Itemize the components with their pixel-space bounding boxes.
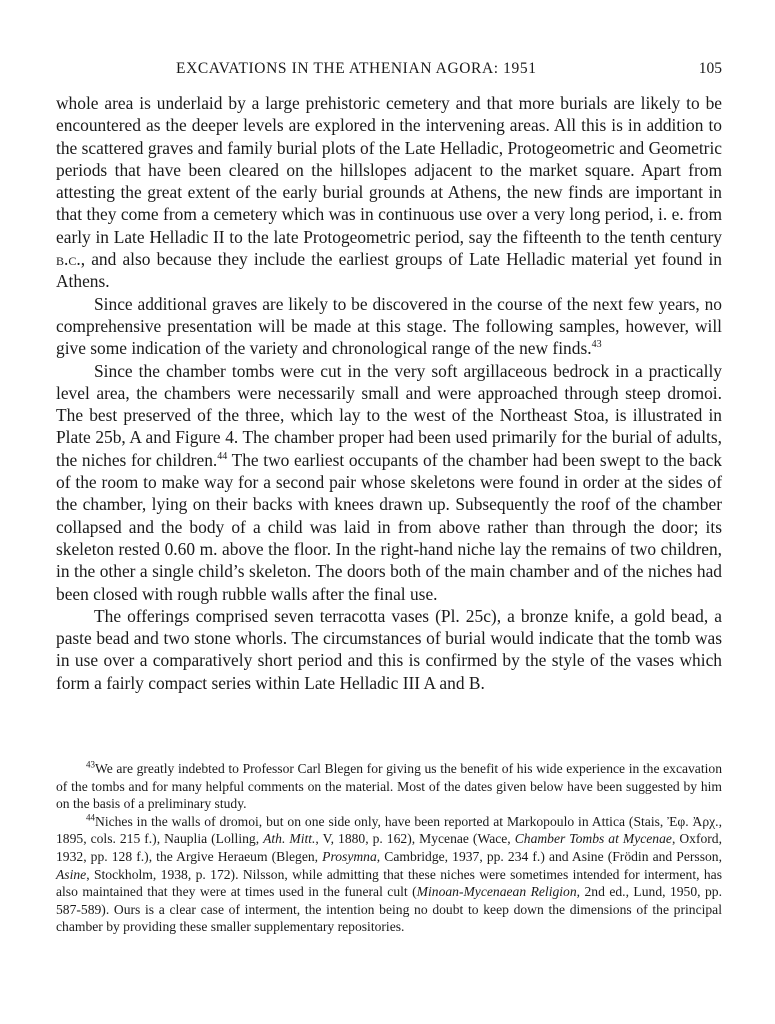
footnote-44-text-5: , V, 1880, p. 162), Mycenae (Wace, [315, 831, 515, 847]
bc-abbreviation: b.c. [56, 249, 81, 270]
paragraph-3-text-a: Since the chamber tombs were cut in the very soft argillaceous bedrock in a practically level area, the chambers were necessarily small and were approached through steep dromoi. The best preserved of the three, which lay to the west of the Northeast Stoa, is illustrated in Plate 25b, A and Figure 4. The chamber proper had been used primarily for the burial of adults, the niches for children. [56, 360, 722, 470]
footnote-44-journal-title: Ath. Mitt. [263, 831, 316, 847]
page-number: 105 [698, 60, 722, 77]
paragraph-1-text-b: , and also because they include the earliest groups of Late Helladic material yet found in Athens. [56, 249, 722, 292]
paragraph-1 [56, 92, 722, 293]
paragraph-4 [56, 605, 722, 694]
paragraph-3 [56, 360, 722, 605]
footnote-44-text-7: , Oxford, 1932, pp. 128 f.), the Argive Heraeum (Blegen, [56, 831, 722, 864]
footnote-44-text-9: , Cambridge, 1937, pp. 234 f.) and Asine (Frödin and Persson, [376, 848, 722, 864]
footnote-ref-44: 44 [217, 450, 228, 462]
footnote-43 [56, 760, 722, 813]
footnote-43-text: We are greatly indebted to Professor Carl Blegen for giving us the benefit of his wide experience in the excavation of the tombs and for many helpful comments on the material. Most of the dates given below have been suggested by him on the basis of a preliminary study. [56, 761, 722, 812]
paragraph-2 [56, 293, 722, 360]
footnote-ref-43: 43 [591, 339, 602, 351]
footnote-44-text-11: , Stockholm, 1938, p. 172). Nilsson, while admitting that these niches were sometimes intended for interment, has also maintained that they were at times used in the funeral cult ( [56, 866, 722, 900]
footnote-44-book-title-2: Prosymna [322, 848, 377, 864]
body-text [56, 92, 722, 694]
footnote-44-text-3: , 1895, cols. 215 f.), Nauplia (Lolling, [56, 813, 722, 847]
paragraph-1-text-a: whole area is underlaid by a large prehistoric cemetery and that more burials are likely to be encountered as the deeper levels are explored in the intervening areas. All this is in addition to the scattered graves and family burial plots of the Late Helladic, Protogeometric and Geometric periods that have been cleared on the hillslopes adjacent to the market square. Apart from attesting the great extent of the early burial grounds at Athens, the new finds are important in that they come from a cemetery which was in continuous use over a very long period, i. e. from early in Late Helladic II to the late Protogeometric period, say the fifteenth to the tenth century [56, 93, 722, 247]
footnote-44-text-1: Niches in the walls of dromoi, but on one side only, have been reported at Markopoulo in Attica (Stais, [95, 813, 668, 829]
footnote-44-text-2: Ἐφ. Ἀρχ. [667, 813, 719, 829]
footnote-44-text-13: , 2nd ed., Lund, 1950, pp. 587-589). Ours is a clear case of interment, the intention being no doubt to keep down the dimensions of the principal chamber by providing these smaller supplementary repositories. [56, 884, 722, 935]
running-head [56, 60, 722, 82]
footnote-44-marker: 44 [86, 812, 95, 823]
footnote-44-book-title-4: Minoan-Mycenaean Religion [416, 884, 577, 900]
footnote-44-book-title-3: Asine [56, 866, 87, 882]
footnote-43-marker: 43 [86, 759, 95, 770]
running-title: EXCAVATIONS IN THE ATHENIAN AGORA: 1951 [176, 60, 537, 77]
paragraph-4-text: The offerings comprised seven terracotta vases (Pl. 25c), a bronze knife, a gold bead, a paste bead and two stone whorls. The circumstances of burial would indicate that the tomb was in use over a comparatively short period and this is confirmed by the style of the vases which form a fairly compact series within Late Helladic III A and B. [56, 605, 722, 693]
paragraph-3-text-b: The two earliest occupants of the chamber had been swept to the back of the room to make way for a second pair whose skeletons were found in order at the sides of the chamber, lying on their backs with knees drawn up. Subsequently the roof of the chamber collapsed and the body of a child was laid in from above rather than through the door; its skeleton rested 0.60 m. above the floor. In the right-hand niche lay the remains of two children, in the other a single child’s skeleton. The doors both of the main chamber and of the niches had been closed with rough rubble walls after the final use. [56, 449, 722, 604]
paragraph-2-text: Since additional graves are likely to be discovered in the course of the next few years, no comprehensive presentation will be made at this stage. The following samples, however, will give some indication of the variety and chronological range of the new finds. [56, 293, 722, 359]
footnote-44 [56, 813, 722, 936]
footnote-44-book-title-1: Chamber Tombs at Mycenae [514, 831, 672, 847]
footnotes [56, 760, 722, 936]
